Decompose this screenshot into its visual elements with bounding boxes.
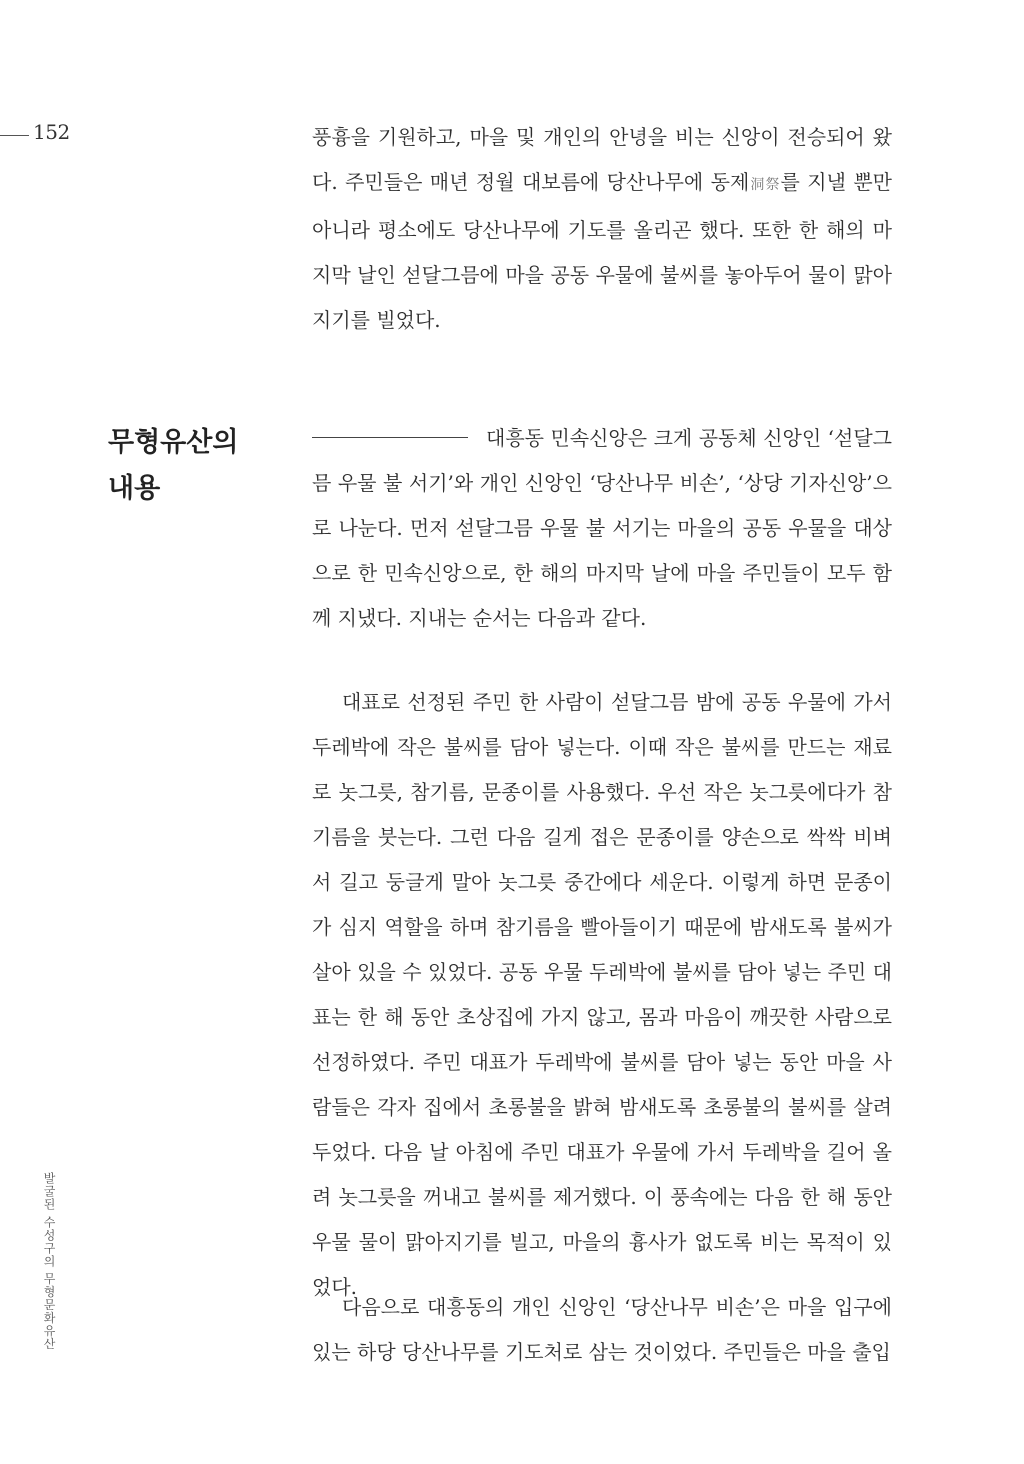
overview-text: 대흥동 민속신앙은 크게 공동체 신앙인 ‘섣달그믐 우물 불 서기’와 개인 신앙인 ‘당산나무 비손’, ‘상당 기자신앙’으로 나눈다. 먼저 섣달그믐 우물 불 서기는 마을의 공동 우물을 대상으로 한 민속신앙으로, 한 해의 마지막 날에 마을 주민들이 모두 함께 지냈다. 지내는 순서는 다음과 같다. <box>312 426 892 630</box>
paragraph-overview <box>312 416 892 641</box>
tree-prayer-text: 다음으로 대흥동의 개인 신앙인 ‘당산나무 비손’은 마을 입구에 있는 하당 당산나무를 기도처로 삼는 것이었다. 주민들은 마을 출입 <box>312 1295 892 1364</box>
page-number: 152 <box>33 120 70 144</box>
intro-text-1: 풍흉을 기원하고, 마을 및 개인의 안녕을 비는 신앙이 전승되어 왔다. 주민들은 매년 정월 대보름에 당산나무에 동제 <box>312 125 892 194</box>
paragraph-intro <box>312 115 892 343</box>
running-side-title: 발굴된 수성구의 무형문화유산 <box>42 1172 56 1351</box>
page-number-rule <box>0 135 29 136</box>
paragraph-well-fire-ritual <box>312 680 892 1310</box>
well-fire-text: 대표로 선정된 주민 한 사람이 섣달그믐 밤에 공동 우물에 가서 두레박에 작은 불씨를 담아 넣는다. 이때 작은 불씨를 만드는 재료로 놋그릇, 참기름, 문종이를 사용했다. 우선 작은 놋그릇에다가 참기름을 붓는다. 그런 다음 길게 접은 문종이를 양손으로 싹싹 비벼서 길고 둥글게 말아 놋그릇 중간에다 세운다. 이렇게 하면 문종이가 심지 역할을 하며 참기름을 빨아들이기 때문에 밤새도록 불씨가 살아 있을 수 있었다. 공동 우물 두레박에 불씨를 담아 넣는 주민 대표는 한 해 동안 초상집에 가지 않고, 몸과 마음이 깨끗한 사람으로 선정하였다. 주민 대표가 두레박에 불씨를 담아 넣는 동안 마을 사람들은 각자 집에서 초롱불을 밝혀 밤새도록 초롱불의 불씨를 살려 두었다. 다음 날 아침에 주민 대표가 우물에 가서 두레박을 길어 올려 놋그릇을 꺼내고 불씨를 제거했다. 이 풍속에는 다음 한 해 동안 우물 물이 맑아지기를 빌고, 마을의 흉사가 없도록 비는 목적이 있었다. <box>312 690 892 1299</box>
intro-text-2: 를 지낼 뿐만 아니라 평소에도 당산나무에 기도를 올리곤 했다. 또한 한 해의 마지막 날인 섣달그믐에 마을 공동 우물에 불씨를 놓아두어 물이 맑아지기를 빌었다. <box>312 170 893 332</box>
hanja-annotation: 洞祭 <box>749 177 781 193</box>
section-heading-line-2: 내용 <box>108 473 161 504</box>
paragraph-tree-prayer <box>312 1285 892 1375</box>
section-heading <box>108 420 268 512</box>
lead-in-rule <box>312 437 468 438</box>
section-heading-line-1: 무형유산의 <box>108 427 239 458</box>
